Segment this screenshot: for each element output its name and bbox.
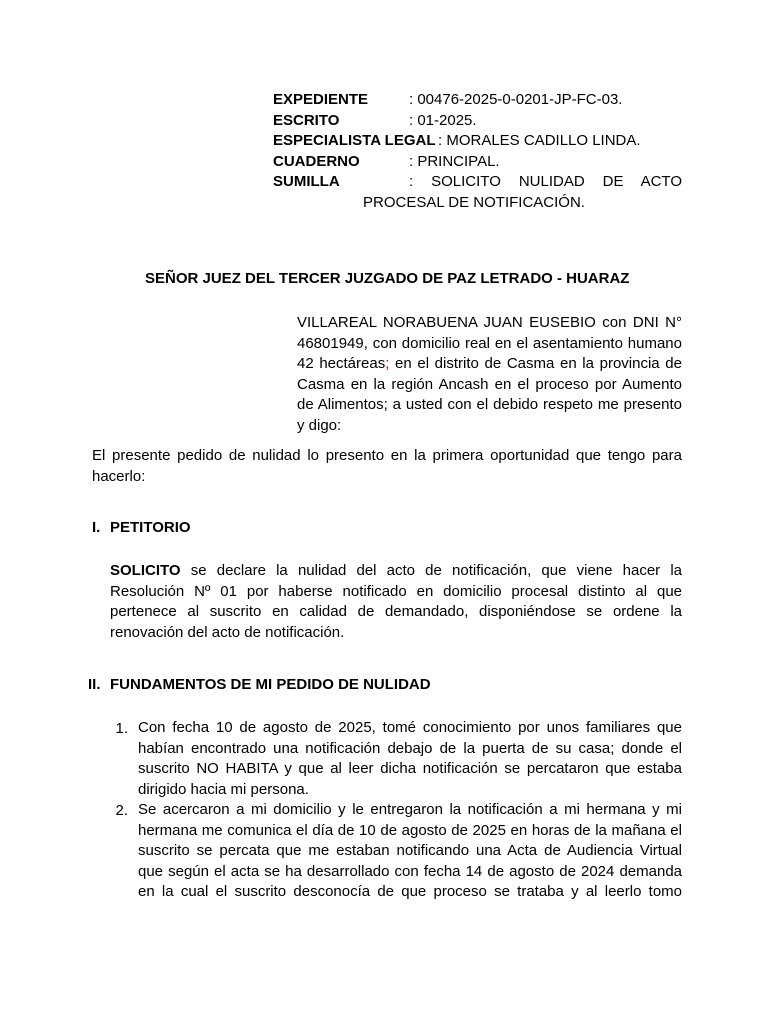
escrito-label: ESCRITO xyxy=(273,111,340,129)
addressee-title: SEÑOR JUEZ DEL TERCER JUZGADO DE PAZ LETRADO - HUARAZ xyxy=(145,270,630,287)
list-item-2-line-2: hermana me comunica el día de 10 de agosto de 2025 en horas de la mañana el xyxy=(138,821,682,839)
intro-line-3 xyxy=(297,354,682,375)
intro-line-3-semicolon: ; xyxy=(385,355,390,372)
list-item-1-number: 1. xyxy=(115,720,128,737)
sumilla-value-line1: : SOLICITO NULIDAD DE ACTO xyxy=(409,173,682,190)
especialista-label: ESPECIALISTA LEGAL xyxy=(273,132,436,149)
list-item-2-line-4: que según el acta se ha desarrollado con fecha 14 de agosto de 2024 demanda xyxy=(138,862,682,880)
opening-line-2: hacerlo: xyxy=(92,467,146,485)
solicito-label: SOLICITO xyxy=(110,562,181,579)
intro-line-1: VILLAREAL NORABUENA JUAN EUSEBIO con DNI N° xyxy=(297,314,682,331)
sumilla-value-line2: PROCESAL DE NOTIFICACIÓN. xyxy=(363,193,585,211)
petitorio-line-1 xyxy=(110,561,682,582)
intro-paragraph xyxy=(297,313,682,436)
list-item-2-line-5: en la cual el suscrito desconocía de que proceso se trataba y al leerlo tomo xyxy=(138,883,682,900)
list-item-1 xyxy=(138,718,682,800)
cuaderno-label: CUADERNO xyxy=(273,152,360,170)
list-item-2 xyxy=(138,800,682,903)
intro-line-4: Casma en la región Ancash en el proceso por Aumento xyxy=(297,375,682,393)
intro-line-2: 46801949, con domicilio real en el asentamiento humano xyxy=(297,334,682,352)
opening-line-1: El presente pedido de nulidad lo presento en la primera oportunidad que tengo para xyxy=(92,447,682,464)
list-item-1-line-3: suscrito NO HABITA y que al leer dicha notificación se percataron que estaba xyxy=(138,760,682,777)
petitorio-line-1-text: se declare la nulidad del acto de notificación, que viene hacer la xyxy=(180,562,682,579)
list-item-2-number: 2. xyxy=(115,802,128,819)
petitorio-line-2: Resolución Nº 01 por haberse notificado en domicilio procesal distinto al que xyxy=(110,582,682,600)
petitorio-line-3: pertenece al suscrito en calidad de demandado, disponiéndose se ordene la xyxy=(110,603,682,620)
especialista-value: : MORALES CADILLO LINDA. xyxy=(438,132,641,149)
list-item-1-line-2: habían encontrado una notificación debajo de la puerta de su casa; donde el xyxy=(138,739,682,757)
escrito-value: : 01-2025. xyxy=(409,111,477,129)
list-item-2-line-3: suscrito se percata que me estaban notificando una Acta de Audiencia Virtual xyxy=(138,842,682,859)
intro-line-6: y digo: xyxy=(297,416,342,434)
expediente-label: EXPEDIENTE xyxy=(273,91,369,108)
list-item-1-line-1: Con fecha 10 de agosto de 2025, tomé conocimiento por unos familiares que xyxy=(138,719,682,736)
section-1-number: I. xyxy=(92,519,101,536)
list-item-1-line-4: dirigido hacia mi persona. xyxy=(138,780,309,798)
section-2-number: II. xyxy=(88,676,101,693)
intro-line-5: de Alimentos; a usted con el debido respeto me presento xyxy=(297,396,682,413)
sumilla-label: SUMILLA xyxy=(273,173,340,190)
list-item-2-line-1: Se acercaron a mi domicilio y le entregaron la notificación a mi hermana y mi xyxy=(138,801,682,818)
section-2-title: FUNDAMENTOS DE MI PEDIDO DE NULIDAD xyxy=(110,676,431,693)
intro-line-3a: 42 hectáreas xyxy=(297,355,386,372)
petitorio-paragraph xyxy=(110,561,682,643)
expediente-value: : 00476-2025-0-0201-JP-FC-03. xyxy=(409,91,623,108)
section-1-title: PETITORIO xyxy=(110,519,191,536)
intro-line-3c: en el distrito de Casma en la provincia de xyxy=(389,355,682,372)
petitorio-line-4: renovación del acto de notificación. xyxy=(110,623,345,641)
cuaderno-value: : PRINCIPAL. xyxy=(409,152,500,170)
opening-paragraph xyxy=(92,446,682,487)
